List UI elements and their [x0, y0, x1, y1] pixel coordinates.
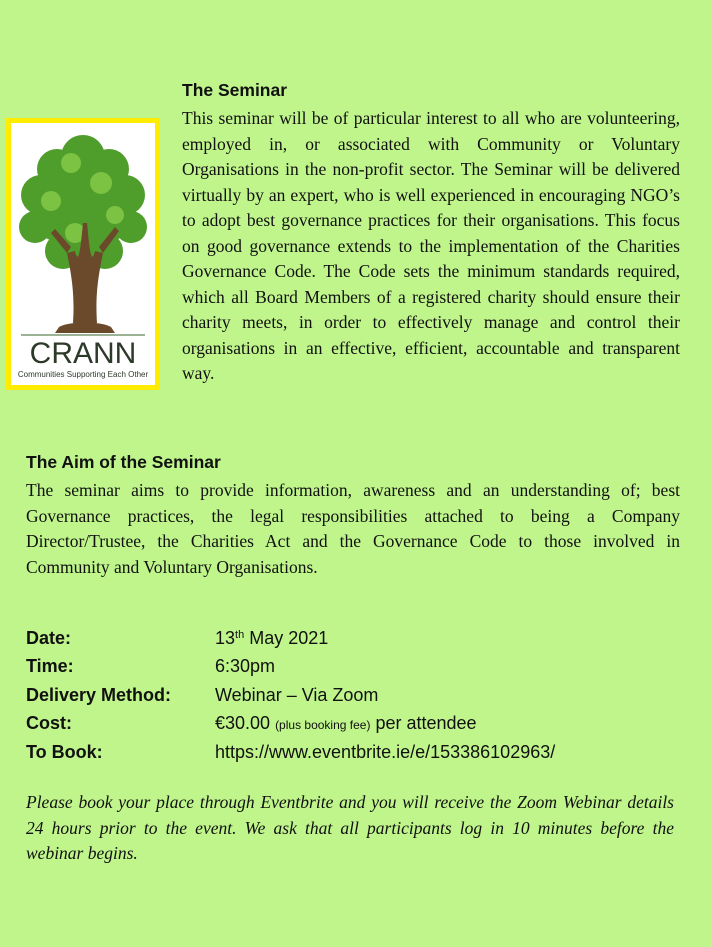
- time-row: [26, 653, 686, 682]
- seminar-description: This seminar will be of particular interest to all who are volunteering, employed in, or associated with Community or Voluntary Organisations in the non-profit sector. The Seminar will be delivered virtually by an expert, who is well experienced in encouraging NGO’s to adopt best governance practices for their organisations. This focus on good governance extends to the implementation of the Charities Governance Code. The Code sets the minimum standards required, which all Board Members of a registered charity should ensure their charity meets, in order to effectively manage and control their organisations in an effective, efficient, accountable and transparent way.: [182, 108, 680, 383]
- logo-name: CRANN: [29, 337, 137, 370]
- tree-icon: [11, 123, 155, 385]
- aim-description: The seminar aims to provide information, awareness and an understanding of; best Governance practices, the legal responsibilities attached to being a Company Director/Trustee, the Charities Act and the Governance Code to those involved in Community and Voluntary Organisations.: [26, 480, 680, 577]
- delivery-label: Delivery Method:: [26, 684, 172, 705]
- booking-link[interactable]: https://www.eventbrite.ie/e/153386102963/: [215, 741, 556, 762]
- delivery-value: Webinar – Via Zoom: [215, 684, 379, 705]
- cost-value: €30.00 (plus booking fee) per attendee: [215, 713, 477, 734]
- time-value: 6:30pm: [215, 656, 276, 677]
- crann-logo: [6, 118, 160, 390]
- logo-tagline: Communities Supporting Each Other: [17, 370, 149, 379]
- booking-row: [26, 738, 686, 767]
- booking-note: Please book your place through Eventbrite and you will receive the Zoom Webinar details 24 hours prior to the event. We ask that all participants log in 10 minutes before the webinar begins.: [26, 792, 674, 863]
- event-details: [26, 624, 686, 767]
- seminar-heading: The Seminar: [182, 80, 288, 100]
- date-row: [26, 624, 686, 653]
- booking-label: To Book:: [26, 741, 103, 762]
- delivery-row: [26, 681, 686, 710]
- aim-heading: The Aim of the Seminar: [26, 452, 221, 472]
- date-value: 13th May 2021: [215, 627, 329, 648]
- booking-fee-note: (plus booking fee): [275, 718, 371, 733]
- time-label: Time:: [26, 656, 74, 677]
- cost-label: Cost:: [26, 713, 72, 734]
- date-label: Date:: [26, 627, 72, 648]
- cost-row: [26, 710, 686, 739]
